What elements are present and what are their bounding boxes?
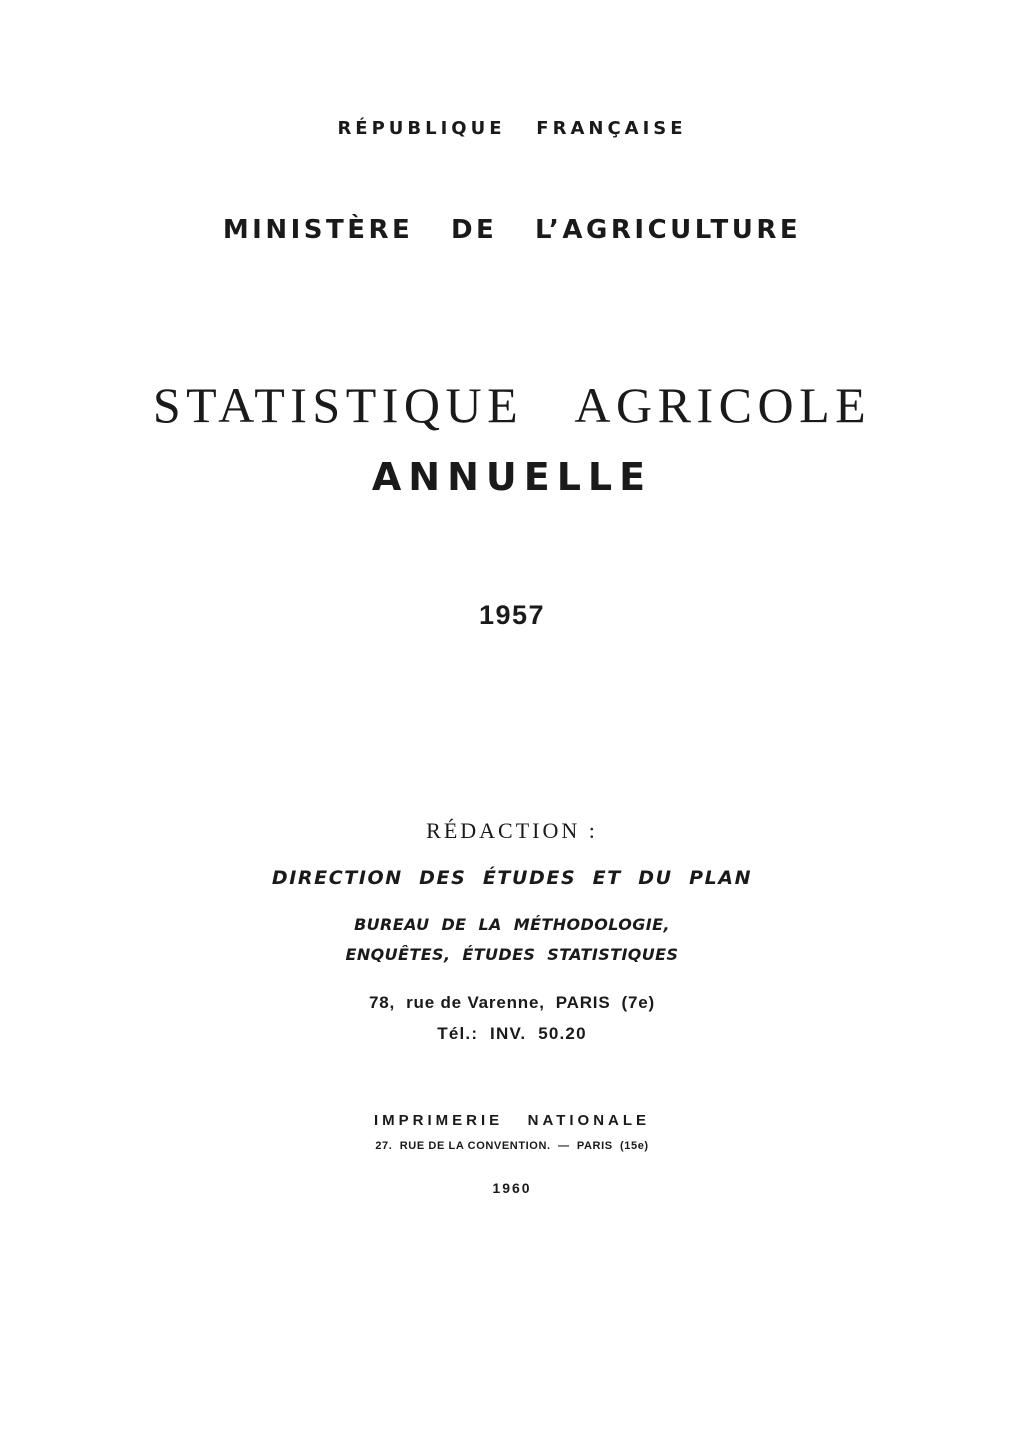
bureau-line-2: ENQUÊTES, ÉTUDES STATISTIQUES	[345, 945, 679, 964]
printer-name: IMPRIMERIE NATIONALE	[373, 1112, 651, 1129]
ministere-heading: MINISTÈRE DE L’AGRICULTURE	[222, 215, 802, 245]
direction-name: DIRECTION DES ÉTUDES ET DU PLAN	[271, 867, 753, 889]
republique-heading: RÉPUBLIQUE FRANÇAISE	[337, 118, 687, 139]
document-year: 1957	[478, 600, 546, 630]
document-subtitle: ANNUELLE	[371, 455, 653, 499]
document-title: STATISTIQUE AGRICOLE	[152, 377, 872, 433]
redaction-address: 78, rue de Varenne, PARIS (7e)	[369, 993, 655, 1012]
bureau-line-1: BUREAU DE LA MÉTHODOLOGIE,	[354, 915, 670, 934]
redaction-telephone: Tél.: INV. 50.20	[437, 1024, 587, 1043]
printer-address: 27. RUE DE LA CONVENTION. — PARIS (15e)	[375, 1140, 649, 1152]
printing-year: 1960	[492, 1180, 532, 1196]
redaction-label: RÉDACTION :	[426, 818, 598, 843]
